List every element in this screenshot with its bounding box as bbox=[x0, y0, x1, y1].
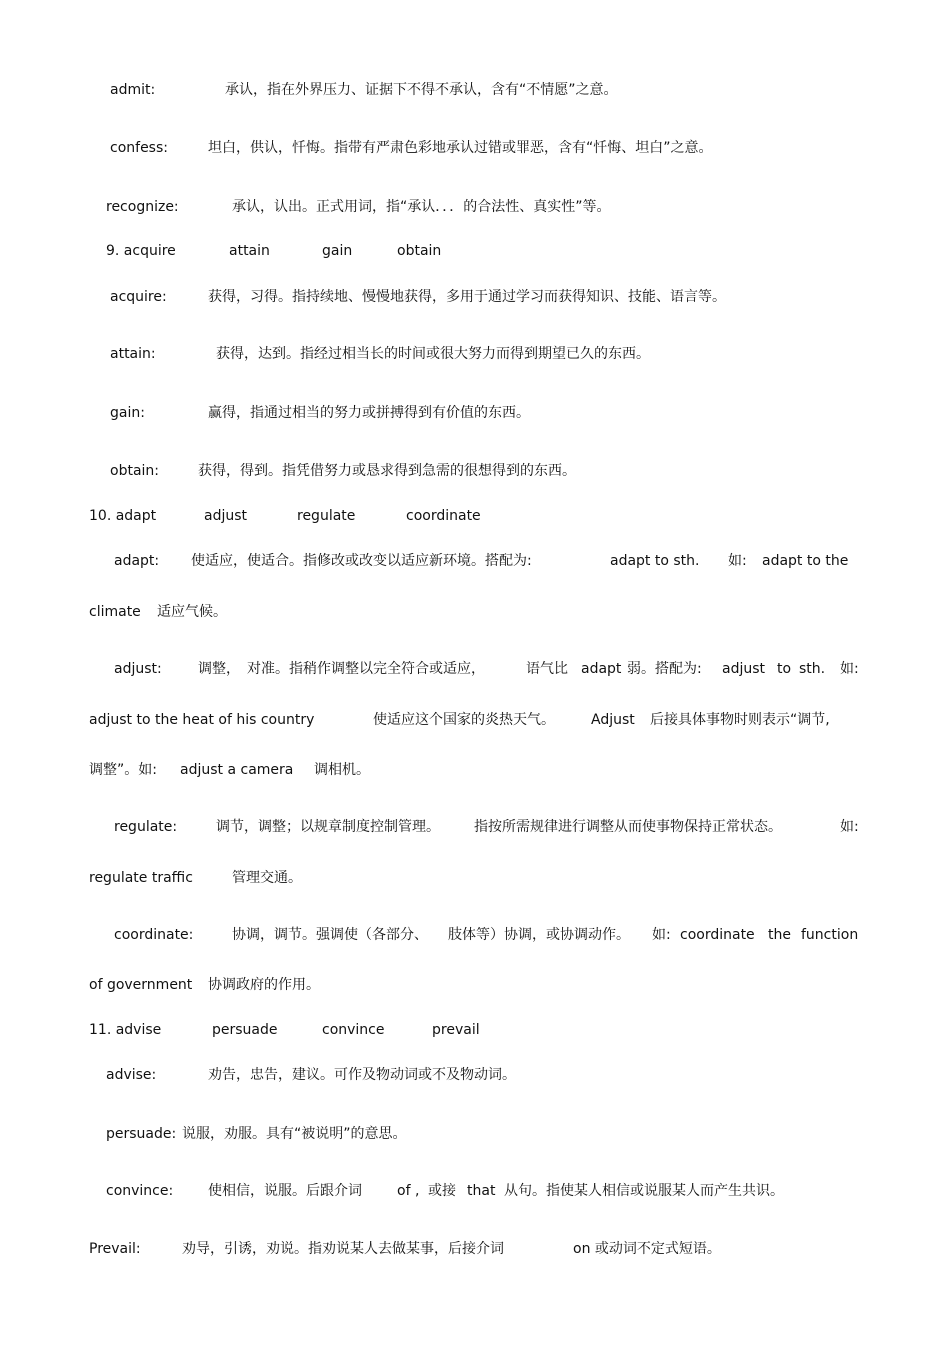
term: advise: bbox=[106, 1067, 157, 1083]
definition: 弱。搭配为: bbox=[627, 661, 702, 677]
definition: 使适应，使适合。指修改或改变以适应新环境。搭配为: bbox=[191, 553, 532, 569]
example-marker: 如: bbox=[840, 819, 859, 835]
definition: on 或动词不定式短语。 bbox=[573, 1241, 721, 1257]
example: adjust a camera bbox=[180, 762, 294, 778]
term: admit: bbox=[110, 82, 156, 98]
group-number-word: 11. advise bbox=[89, 1022, 162, 1038]
example: coordinate bbox=[680, 927, 755, 943]
definition: 获得，达到。指经过相当长的时间或很大努力而得到期望已久的东西。 bbox=[216, 346, 650, 362]
example-marker: 如: bbox=[728, 553, 747, 569]
example-marker: 如: bbox=[840, 661, 859, 677]
example: climate bbox=[89, 604, 141, 620]
definition: 肢体等）协调，或协调动作。 bbox=[448, 927, 630, 943]
example: function bbox=[801, 927, 859, 943]
example: the bbox=[768, 927, 791, 943]
term: Prevail: bbox=[89, 1241, 141, 1257]
group-number-word: 9. acquire bbox=[106, 243, 176, 259]
word-ref: of , bbox=[397, 1183, 420, 1199]
definition: 调整”。如: bbox=[89, 762, 157, 778]
example: adjust to the heat of his country bbox=[89, 712, 315, 728]
example: of government bbox=[89, 977, 193, 993]
translation: 适应气候。 bbox=[157, 604, 227, 620]
collocation: adjust bbox=[722, 661, 766, 677]
definition: 或接 bbox=[428, 1183, 456, 1199]
group-word: obtain bbox=[397, 243, 442, 259]
definition: 对准。指稍作调整以完全符合或适应， bbox=[247, 661, 485, 677]
definition: 协调，调节。强调使（各部分、 bbox=[232, 927, 428, 943]
group-word: attain bbox=[229, 243, 270, 259]
definition: 承认，指在外界压力、证据下不得不承认，含有“不情愿”之意。 bbox=[225, 82, 618, 98]
definition: 劝告，忠告，建议。可作及物动词或不及物动词。 bbox=[208, 1067, 516, 1083]
collocation: sth. bbox=[799, 661, 826, 677]
definition: 调整， bbox=[198, 661, 240, 677]
group-word: coordinate bbox=[406, 508, 481, 524]
term: attain: bbox=[110, 346, 156, 362]
definition: 指按所需规律进行调整从而使事物保持正常状态。 bbox=[474, 819, 782, 835]
translation: 管理交通。 bbox=[232, 870, 302, 886]
group-word: regulate bbox=[297, 508, 356, 524]
term: convince: bbox=[106, 1183, 174, 1199]
example-marker: 如: bbox=[652, 927, 671, 943]
example: adapt to the bbox=[762, 553, 849, 569]
term: confess: bbox=[110, 140, 168, 156]
term: coordinate: bbox=[114, 927, 194, 943]
term: acquire: bbox=[110, 289, 167, 305]
example: regulate traffic bbox=[89, 870, 193, 886]
group-word: prevail bbox=[432, 1022, 480, 1038]
term: gain: bbox=[110, 405, 145, 421]
collocation: adapt to sth. bbox=[610, 553, 700, 569]
definition: 赢得，指通过相当的努力或拼搏得到有价值的东西。 bbox=[208, 405, 530, 421]
term: adjust: bbox=[114, 661, 162, 677]
definition: 语气比 bbox=[526, 661, 568, 677]
term: obtain: bbox=[110, 463, 159, 479]
group-word: convince bbox=[322, 1022, 385, 1038]
term: regulate: bbox=[114, 819, 178, 835]
definition: 调节，调整；以规章制度控制管理。 bbox=[216, 819, 440, 835]
definition: 承认，认出。正式用词，指“承认．．．的合法性、真实性”等。 bbox=[232, 199, 611, 215]
group-number-word: 10. adapt bbox=[89, 508, 157, 524]
definition: 获得，习得。指持续地、慢慢地获得，多用于通过学习而获得知识、技能、语言等。 bbox=[208, 289, 726, 305]
definition: 使相信，说服。后跟介词 bbox=[208, 1183, 362, 1199]
definition: 从句。指使某人相信或说服某人而产生共识。 bbox=[504, 1183, 784, 1199]
collocation: to bbox=[777, 661, 792, 677]
translation: 协调政府的作用。 bbox=[208, 977, 320, 993]
term: recognize: bbox=[106, 199, 179, 215]
translation: 调相机。 bbox=[314, 762, 370, 778]
term: persuade: bbox=[106, 1126, 177, 1142]
group-word: adjust bbox=[204, 508, 248, 524]
group-word: gain bbox=[322, 243, 353, 259]
definition: 坦白，供认，忏悔。指带有严肃色彩地承认过错或罪恶，含有“忏悔、坦白”之意。 bbox=[208, 140, 713, 156]
translation: 使适应这个国家的炎热天气。 bbox=[373, 712, 555, 728]
definition: 劝导，引诱，劝说。指劝说某人去做某事，后接介词 bbox=[182, 1241, 504, 1257]
word-ref: adapt bbox=[581, 661, 622, 677]
term: adapt: bbox=[114, 553, 160, 569]
definition: 后接具体事物时则表示“调节, bbox=[650, 712, 830, 728]
word-ref: Adjust bbox=[591, 712, 635, 728]
word-ref: that bbox=[467, 1183, 496, 1199]
definition: 说服，劝服。具有“被说明”的意思。 bbox=[182, 1126, 407, 1142]
group-word: persuade bbox=[212, 1022, 278, 1038]
definition: 获得，得到。指凭借努力或恳求得到急需的很想得到的东西。 bbox=[198, 463, 576, 479]
